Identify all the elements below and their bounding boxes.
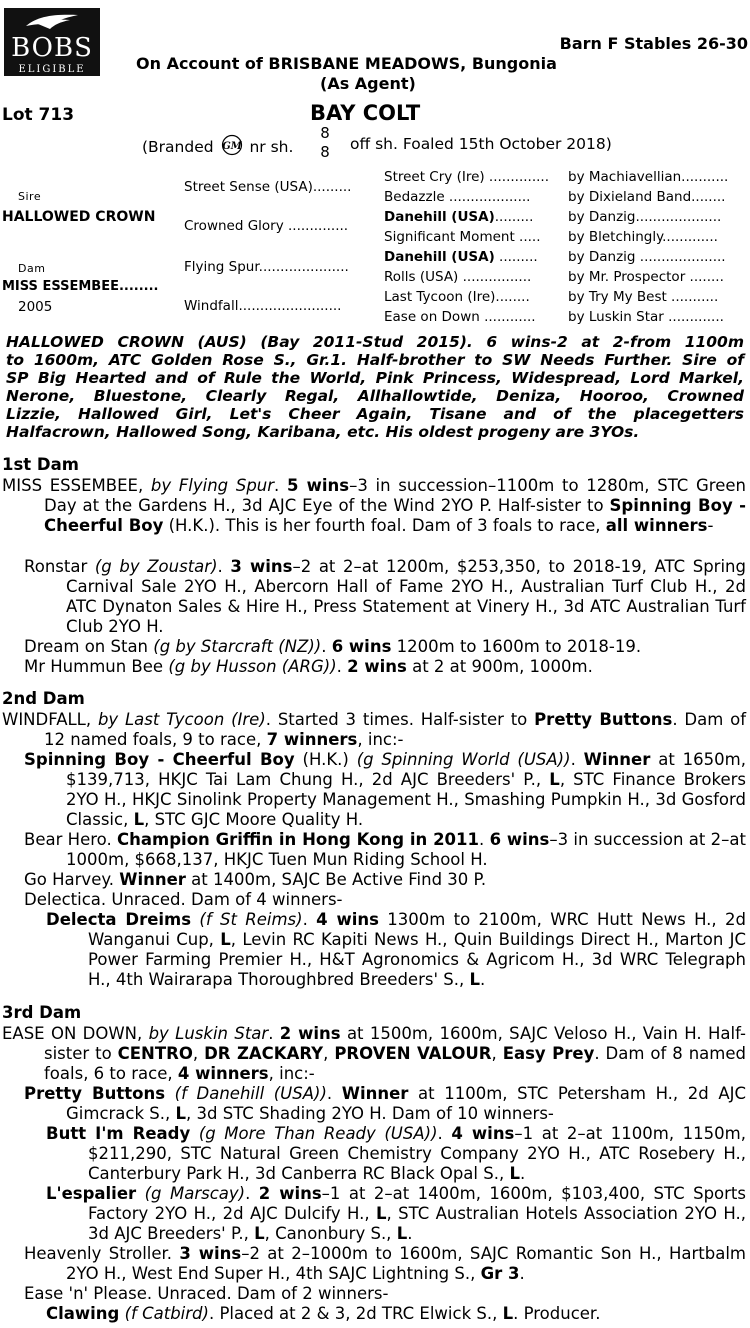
- sire-label: Sire: [18, 190, 42, 203]
- progeny-bear-hero: Bear Hero. Champion Griffin in Hong Kong in 2011. 6 wins–3 in succession at 2–at 1000m, $668,137, HKJC Tuen Mun Riding School H.: [24, 830, 746, 869]
- brand-mark-icon: [221, 134, 243, 156]
- branded-prefix: (Branded: [142, 138, 214, 156]
- lot-title: BAY COLT: [310, 101, 421, 125]
- branded-near-shoulder: nr sh.: [249, 138, 294, 156]
- progeny-lespalier: L'espalier (g Marscay). 2 wins–1 at 2–at 1400m, 1600m, $103,400, STC Sports Factory 2YO H., 2d AJC Dulcify H., L, STC Australian Hotels Association 2YO H., 3d AJC Breeders' P., L, Canonbury S., L.: [46, 1184, 746, 1243]
- g3-bletchingly: by Bletchingly.............: [568, 229, 718, 245]
- g2-last-tycoon: Last Tycoon (Ire)........: [384, 289, 530, 305]
- dam-sire: Flying Spur.....................: [184, 259, 349, 275]
- g2-street-cry: Street Cry (Ire) ..............: [384, 169, 550, 185]
- svg-text:GM: GM: [221, 141, 242, 152]
- second-dam-heading: 2nd Dam: [2, 689, 85, 708]
- third-dam-heading: 3rd Dam: [2, 1003, 82, 1022]
- sire-sire: Street Sense (USA).........: [184, 179, 352, 195]
- brand-number-top: 8: [320, 124, 330, 142]
- g2-bedazzle: Bedazzle ...................: [384, 189, 531, 205]
- g2-ease-on-down: Ease on Down ............: [384, 309, 536, 325]
- progeny-ronstar: Ronstar (g by Zoustar). 3 wins–2 at 2–at 1200m, $253,350, to 2018-19, ATC Spring Carnival Sale 2YO H., Abercorn Hall of Fame 2YO H., Australian Turf Club H., 2d ATC Dynaton Sales & Hire H., Press Statement at Vinery H., 3d ATC Australian Turf Club 2YO H.: [24, 557, 746, 636]
- agent-note: (As Agent): [320, 74, 416, 93]
- progeny-go-harvey: Go Harvey. Winner at 1400m, SAJC Be Active Find 30 P.: [24, 870, 487, 889]
- g3-danzig-2: by Danzig ....................: [568, 249, 726, 265]
- first-dam-entry: MISS ESSEMBEE, by Flying Spur. 5 wins–3 in succession–1100m to 1280m, STC Green Day at the Gardens H., 3d AJC Eye of the Wind 2YO P. Half-sister to Spinning Boy - Cheerful Boy (H.K.). This is her fourth foal. Dam of 3 foals to race, all winners-: [2, 476, 746, 535]
- progeny-spinning-boy: Spinning Boy - Cheerful Boy (H.K.) (g Spinning World (USA)). Winner at 1650m, $139,713, HKJC Tai Lam Chung H., 2d AJC Breeders' P., L, STC Finance Brokers 2YO H., HKJC Sinolink Property Management H., Smashing Pumpkin H., 3d Gosford Classic, L, STC GJC Moore Quality H.: [24, 750, 746, 829]
- g2-significant-moment: Significant Moment .....: [384, 229, 541, 245]
- first-dam-heading: 1st Dam: [2, 455, 79, 474]
- g2-danehill: Danehill (USA).........: [384, 209, 534, 225]
- second-dam-entry: WINDFALL, by Last Tycoon (Ire). Started 3 times. Half-sister to Pretty Buttons. Dam of 12 named foals, 9 to race, 7 winners, inc:-: [2, 710, 747, 749]
- lot-number: Lot 713: [2, 105, 75, 125]
- progeny-clawing: Clawing (f Catbird). Placed at 2 & 3, 2d TRC Elwick S., L. Producer.: [46, 1304, 601, 1323]
- dam-dam: Windfall........................: [184, 298, 342, 314]
- progeny-delecta-dreims: Delecta Dreims (f St Reims). 4 wins 1300m to 2100m, WRC Hutt News H., 2d Wanganui Cup, L, Levin RC Kapiti News H., Quin Buildings Direct H., Marton JC Power Farming Premier H., H&T Agronomics & Agricom H., 3d WRC Telegraph H., 4th Wairarapa Thoroughbred Breeders' S., L.: [46, 910, 746, 989]
- progeny-delectica: Delectica. Unraced. Dam of 4 winners-: [24, 890, 343, 909]
- sire-name: HALLOWED CROWN: [2, 209, 156, 225]
- bird-logo-icon: [24, 12, 80, 32]
- progeny-mr-hummun-bee: Mr Hummun Bee (g by Husson (ARG)). 2 wins at 2 at 900m, 1000m.: [24, 657, 593, 676]
- sire-summary: HALLOWED CROWN (AUS) (Bay 2011-Stud 2015). 6 wins-2 at 2-from 1100m to 1600m, ATC Golden Rose S., Gr.1. Half-brother to SW Needs Further. Sire of SP Big Hearted and of Rule the World, Pink Princess, Widespread, Lord Markel, Nerone, Bluestone, Clearly Regal, Allhallowtide, Deniza, Hooroo, Crowned Lizzie, Hallowed Girl, Let's Cheer Again, Tisane and of the placegetters Halfacrown, Hallowed Song, Karibana, etc. His oldest progeny are 3YOs.: [6, 333, 744, 441]
- dam-name: MISS ESSEMBEE........: [2, 279, 159, 294]
- g3-mr-prospector: by Mr. Prospector ........: [568, 269, 724, 285]
- vendor-account: On Account of BRISBANE MEADOWS, Bungonia: [136, 54, 557, 73]
- third-dam-entry: EASE ON DOWN, by Luskin Star. 2 wins at 1500m, 1600m, SAJC Veloso H., Vain H. Half-sister to CENTRO, DR ZACKARY, PROVEN VALOUR, Easy Prey. Dam of 8 named foals, 6 to race, 4 winners, inc:-: [2, 1024, 746, 1083]
- progeny-dream-on-stan: Dream on Stan (g by Starcraft (NZ)). 6 wins 1200m to 1600m to 2018-19.: [24, 637, 642, 656]
- progeny-pretty-buttons: Pretty Buttons (f Danehill (USA)). Winner at 1100m, STC Petersham H., 2d AJC Gimcrack S., L, 3d STC Shading 2YO H. Dam of 10 winners-: [24, 1084, 747, 1123]
- progeny-heavenly-stroller: Heavenly Stroller. 3 wins–2 at 2–1000m to 1600m, SAJC Romantic Son H., Hartbalm 2YO H., West End Super H., 4th SAJC Lightning S., Gr 3.: [24, 1244, 746, 1283]
- logo-eligible-text: ELIGIBLE: [18, 64, 86, 75]
- dam-label: Dam: [18, 262, 46, 275]
- g3-dixieland-band: by Dixieland Band........: [568, 189, 726, 205]
- brand-foaled-line: [142, 134, 293, 157]
- brand-number-bottom: 8: [320, 143, 330, 161]
- g3-danzig: by Danzig....................: [568, 209, 722, 225]
- progeny-ease-n-please: Ease 'n' Please. Unraced. Dam of 2 winners-: [24, 1284, 389, 1303]
- g3-try-my-best: by Try My Best ...........: [568, 289, 719, 305]
- sire-dam: Crowned Glory ..............: [184, 218, 349, 234]
- logo-bobs-text: BOBS: [11, 33, 93, 63]
- dam-foal-year: 2005: [18, 299, 53, 315]
- g3-luskin-star: by Luskin Star .............: [568, 309, 724, 325]
- g3-machiavellian: by Machiavellian...........: [568, 169, 729, 185]
- g2-rolls: Rolls (USA) ................: [384, 269, 532, 285]
- g2-danehill-2: Danehill (USA) .........: [384, 249, 538, 265]
- foaled-text: off sh. Foaled 15th October 2018): [350, 135, 612, 153]
- barn-location: Barn F Stables 26-30: [559, 34, 748, 53]
- brand-fraction: [318, 124, 332, 162]
- progeny-butt-im-ready: Butt I'm Ready (g More Than Ready (USA)). 4 wins–1 at 2–at 1100m, 1150m, $211,290, STC Natural Green Chemistry Company 2YO H., ATC Rosebery H., Canterbury Park H., 3d Canberra RC Black Opal S., L.: [46, 1124, 746, 1183]
- bobs-eligible-logo: [4, 8, 100, 76]
